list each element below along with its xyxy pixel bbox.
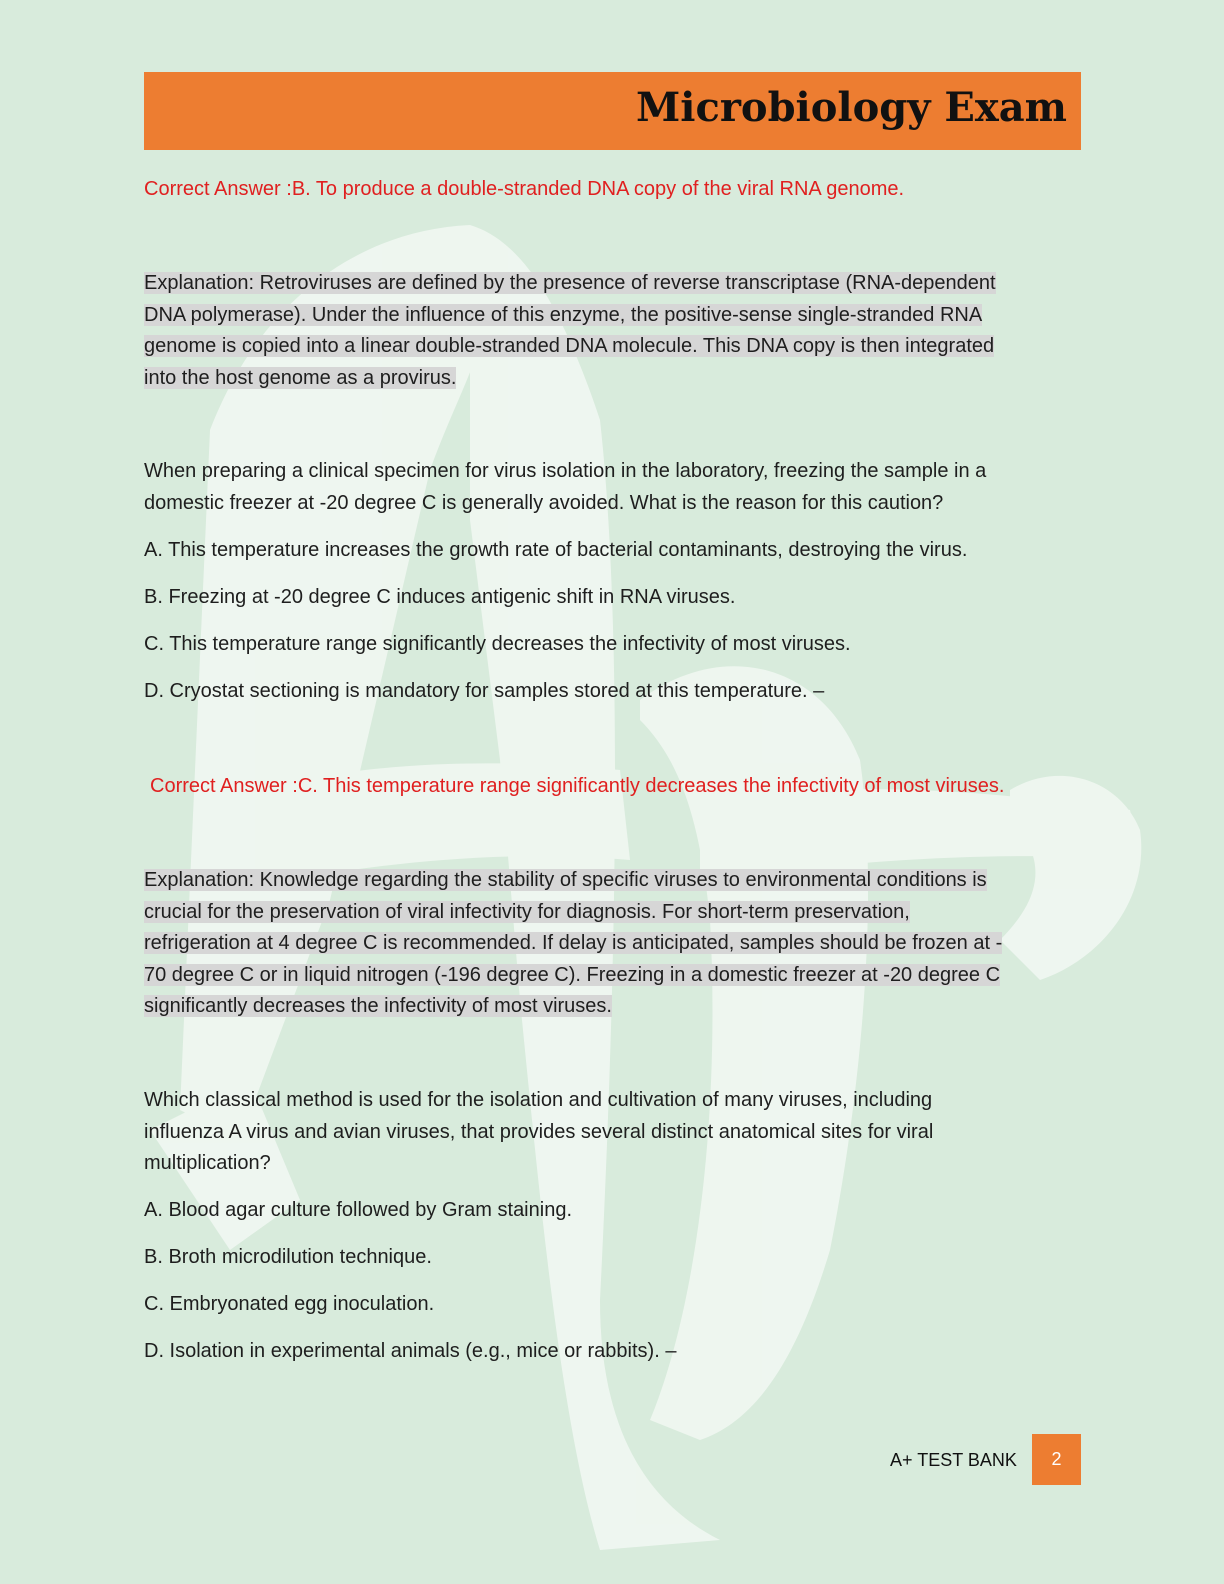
explanation-line: genome is copied into a linear double-stranded DNA molecule. This DNA copy is then integrated (144, 335, 995, 357)
question-line: domestic freezer at -20 degree C is generally avoided. What is the reason for this caution? (144, 491, 944, 514)
question-2-option-b: B. Freezing at -20 degree C induces antigenic shift in RNA viruses. (144, 586, 736, 608)
header-banner (144, 72, 1081, 150)
explanation-line: Explanation: Knowledge regarding the stability of specific viruses to environmental conditions is (144, 869, 987, 891)
explanation-line: refrigeration at 4 degree C is recommended. If delay is anticipated, samples should be frozen at - (144, 932, 1003, 954)
question-3-option-b: B. Broth microdilution technique. (144, 1246, 432, 1268)
explanation-line: Explanation: Retroviruses are defined by the presence of reverse transcriptase (RNA-dependent (144, 272, 996, 294)
question-2-option-d: D. Cryostat sectioning is mandatory for samples stored at this temperature. – (144, 680, 825, 702)
explanation-line: 70 degree C or in liquid nitrogen (-196 degree C). Freezing in a domestic freezer at -20 degree C (144, 963, 1001, 986)
question-line: multiplication? (144, 1152, 271, 1174)
question-3-option-c: C. Embryonated egg inoculation. (144, 1293, 435, 1315)
explanation-line: DNA polymerase). Under the influence of this enzyme, the positive-sense single-stranded RNA (144, 303, 983, 326)
explanation-1 (144, 268, 1074, 394)
question-2-option-c: C. This temperature range significantly decreases the infectivity of most viruses. (144, 633, 851, 655)
question-3-option-d: D. Isolation in experimental animals (e.g., mice or rabbits). – (144, 1340, 677, 1362)
question-line: Which classical method is used for the isolation and cultivation of many viruses, including (144, 1089, 933, 1111)
question-line: When preparing a clinical specimen for virus isolation in the laboratory, freezing the sample in a (144, 460, 987, 482)
question-2-option-a: A. This temperature increases the growth rate of bacterial contaminants, destroying the virus. (144, 539, 968, 561)
question-3-option-a: A. Blood agar culture followed by Gram staining. (144, 1199, 572, 1221)
explanation-line: into the host genome as a provirus. (144, 366, 457, 389)
question-line: influenza A virus and avian viruses, that provides several distinct anatomical sites for viral (144, 1120, 934, 1143)
correct-answer-1: Correct Answer :B. To produce a double-stranded DNA copy of the viral RNA genome. (144, 178, 905, 200)
page-number: 2 (1032, 1434, 1081, 1485)
question-2 (144, 456, 1084, 519)
explanation-2 (144, 865, 1074, 1023)
question-3 (144, 1085, 1084, 1180)
explanation-line: crucial for the preservation of viral infectivity for diagnosis. For short-term preservation, (144, 900, 910, 923)
footer-label: A+ TEST BANK (890, 1450, 1017, 1470)
explanation-line: significantly decreases the infectivity of most viruses. (144, 995, 612, 1017)
page-title: Microbiology Exam (635, 84, 1067, 131)
correct-answer-2: Correct Answer :C. This temperature range significantly decreases the infectivity of most viruses. (150, 775, 1005, 797)
